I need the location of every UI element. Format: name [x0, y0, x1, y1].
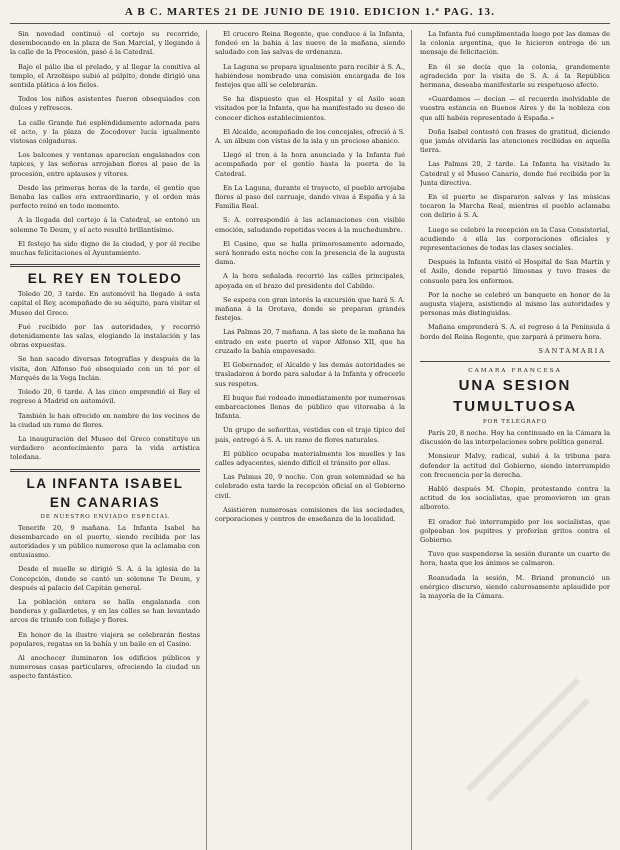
rey-headline: EL REY EN TOLEDO: [27, 271, 183, 287]
paragraph: Monsieur Malvy, radical, subió á la tribuna para defender la actitud del Gobierno, siendo interrumpido con frecuencia por la derecha.: [420, 452, 610, 479]
infanta-article-end: [420, 30, 610, 342]
section-divider: [420, 361, 610, 362]
paragraph: Fué recibido por las autoridades, y recorrió detenidamente las salas, elogiando la instalación y las obras expuestas.: [10, 322, 200, 350]
paragraph: El público ocupaba materialmente los muelles y las calles adyacentes, siendo difícil el tránsito por ellas.: [215, 449, 405, 467]
paragraph: Se espera con gran interés la excursión que hará S. A. mañana á la Orotava, donde se preparan grandes festejos.: [215, 295, 406, 323]
paragraph: Por la noche se celebró un banquete en honor de la augusta viajera, asistiendo al mismo las autoridades y personas más distinguidas.: [420, 290, 610, 318]
paragraph: La población entera se halla engalanada con banderas y gallardetes, y en las calles se han levantado arcos de triunfo con follaje y flores.: [10, 597, 200, 625]
paragraph: A la hora señalada recorrió las calles principales, apoyada en el brazo del presidente del Cabildo.: [215, 272, 405, 290]
paragraph: En honor de la ilustre viajera se celebrarán fiestas populares, regatas en la bahía y un baile en el Casino.: [10, 630, 200, 648]
paragraph: Mañana emprenderá S. A. el regreso á la Península á bordo del Reina Regente, que zarpará á primera hora.: [420, 323, 610, 341]
paragraph: Los balcones y ventanas aparecían engalanados con tapices, y las señoras arrojaban flores al paso de la procesión, entre aplausos y vítores.: [10, 151, 200, 178]
paragraph: El orador fué interrumpido por los socialistas, que golpeaban los pupitres y proferían gritos contra el Gobierno.: [420, 517, 610, 544]
sesion-subhead: POR TELÉGRAFO: [482, 418, 548, 425]
paragraph: Se ha dispuesto que el Hospital y el Asilo sean visitados por la Infanta, que ha manifestado su deseo de conocer dichos establecimientos.: [215, 95, 405, 122]
paragraph: Las Palmas 20, 2 tarde. La Infanta ha visitado la Catedral y el Museo Canario, donde fué recibida por la Junta directiva.: [420, 160, 610, 187]
paragraph: En La Laguna, durante el trayecto, el pueblo arrojaba flores al paso del carruaje, dando vivas á España y á la Familia Real.: [215, 183, 405, 211]
masthead: A B C. MARTES 21 DE JUNIO DE 1910. EDICION 1.ª PAG. 13.: [10, 6, 610, 24]
paragraph: El Casino, que se halla primorosamente adornado, será honrado esta noche con la presencia de la augusta dama.: [215, 239, 405, 267]
paragraph: Toledo 20, 6 tarde. A las cinco emprendió el Rey el regreso á Madrid en automóvil.: [10, 388, 200, 406]
paragraph: Desde las primeras horas de la tarde, el gentío que llenaba las calles era extraordinario, y el orden más perfecto reinó en todo momento.: [10, 183, 200, 211]
paragraph: Toledo 20, 3 tarde. En automóvil ha llegado á esta capital el Rey, acompañado de su séquito, para visitar el Museo del Greco.: [10, 290, 200, 317]
paragraph: Después la Infanta visitó el Hospital de San Martín y el Asilo, donde repartió limosnas y tuvo frases de consuelo para los enfermos.: [420, 258, 610, 285]
sesion-headline-line1: UNA SESION: [458, 376, 572, 394]
paragraph: Las Palmas 20, 7 mañana. A las siete de la mañana ha entrado en este puerto el vapor Alfonso XII, que ha cruzado la bahía empavesado.: [215, 328, 405, 355]
rey-article: [10, 290, 200, 462]
paragraph: Desde el muelle se dirigió S. A. á la iglesia de la Concepción, donde se cantó un solemne Te Deum, y después al palacio del Capitán general.: [10, 565, 200, 592]
infanta-article: [10, 524, 200, 682]
paragraph: Habló después M. Chopin, protestando contra la actitud de los socialistas, que promovieron un gran alboroto.: [420, 484, 610, 512]
author-signature: SANTAMARIA: [538, 346, 606, 355]
paragraph: Todos los niños asistentes fueron obsequiados con dulces y refrescos.: [10, 95, 200, 113]
paragraph: Luego se celebró la recepción en la Casa Consistorial, acudiendo á ella las corporaciones oficiales y representaciones de todas las clases sociales.: [420, 225, 610, 253]
paragraph: Tuvo que suspenderse la sesión durante un cuarto de hora, hasta que los ánimos se calmaron.: [420, 550, 610, 568]
column-1: [10, 30, 207, 850]
paragraph: Sin novedad continuó el cortejo su recorrido, desembocando en la plaza de San Marcial, y llegando á la calle de la Procesión, pasó á la Catedral.: [10, 30, 200, 57]
paragraph: El Alcalde, acompañado de los concejales, ofreció á S. A. un álbum con vistas de la isla y un precioso abanico.: [215, 127, 405, 146]
column-3: [420, 30, 610, 850]
paragraph: En el puerto se dispararon salvas y las músicas tocaron la Marcha Real, mientras el pueblo aclamaba con delirio á S. A.: [420, 193, 610, 220]
section-divider: [10, 264, 200, 267]
infanta-headline-line1: LA INFANTA ISABEL: [26, 475, 184, 491]
paragraph: Las Palmas 20, 9 noche. Con gran solemnidad se ha celebrado esta tarde la recepción oficial en el Gobierno civil.: [215, 473, 405, 500]
continued-article: [10, 30, 200, 258]
paragraph: El buque fué rodeado inmediatamente por numerosas embarcaciones llenas de público que vitoreaba á la Infanta.: [215, 393, 405, 421]
paragraph: Doña Isabel contestó con frases de gratitud, diciendo que jamás olvidaría las atenciones recibidas en aquella tierra.: [420, 127, 610, 155]
paragraph: El crucero Reina Regente, que conduce á la Infanta, fondeó en la bahía á las nueve de la mañana, siendo saludado con las salvas de ordenanza.: [215, 30, 405, 57]
sesion-article: [420, 429, 610, 601]
paragraph: También le han ofrecido en nombre de los vecinos de la ciudad un ramo de flores.: [10, 411, 200, 429]
section-label: CAMARA FRANCESA: [468, 367, 562, 374]
paragraph: Reanudada la sesión, M. Briand pronunció un enérgico discurso, siendo calurosamente aplaudido por la mayoría de la Cámara.: [420, 573, 610, 600]
paragraph: La calle Grande fué espléndidamente adornada para el acto, y la plaza de Zocodover lucía igualmente vistosas colgaduras.: [10, 118, 200, 146]
paragraph: Bajo el pálio iba el prelado, y al llegar la comitiva al templo, el Arzobispo subió al púlpito, donde dirigió una sentida plática á los fieles.: [10, 62, 200, 90]
paragraph: Tenerife 20, 9 mañana. La Infanta Isabel ha desembarcado en el puerto, siendo recibida por las autoridades y un público numeroso que la aclamaba con entusiasmo.: [10, 523, 200, 560]
paragraph: Se han sacado diversas fotografías y después de la visita, don Alfonso fué obsequiado con un té por el Marqués de la Vega Inclán.: [10, 355, 200, 382]
paragraph: El festejo ha sido digno de la ciudad, y por él recibe muchas felicitaciones el Ayuntamiento.: [10, 239, 200, 258]
paragraph: La inauguración del Museo del Greco constituye un verdadero acontecimiento para la vida artística toledana.: [10, 434, 200, 462]
paragraph: La Infanta fué cumplimentada luego por las damas de la colonia argentina, que le hicieron entrega de un mensaje de felicitación.: [420, 30, 610, 57]
paragraph: Llegó el tren á la hora anunciada y la Infanta fué acompañada por el gentío hasta la puerta de la Catedral.: [215, 151, 405, 178]
paragraph: París 20, 8 noche. Hoy ha continuado en la Cámara la discusión de las interpelaciones sobre política general.: [420, 428, 610, 447]
infanta-headline-line2: EN CANARIAS: [49, 494, 161, 510]
paragraph: Asistieron numerosas comisiones de las sociedades, corporaciones y centros de enseñanza de la localidad.: [215, 505, 405, 523]
paragraph: «Guardamos — decían — el recuerdo inolvidable de vuestra estancia en Buenos Aires y de la nobleza con que allí habéis representado á España.»: [420, 95, 610, 122]
paragraph: En él se decía que la colonia, grandemente agradecida por la visita de S. A. á la República hermana, deseaba manifestarle su respetuoso afecto.: [420, 62, 610, 90]
paragraph: El Gobernador, el Alcalde y las demás autoridades se trasladaron á bordo para saludar á la Infanta y ofrecerle sus respetos.: [215, 361, 405, 388]
section-divider: [10, 469, 200, 472]
sesion-headline-line2: TUMULTUOSA: [453, 397, 577, 415]
paragraph: Al anochecer iluminaron los edificios públicos y numerosas casas particulares, ofreciendo la ciudad un aspecto fantástico.: [10, 653, 200, 681]
paragraph: A la llegada del cortejo á la Catedral, se entonó un solemne Te Deum, y el acto resultó brillantísimo.: [10, 216, 200, 234]
infanta-article-continued: [215, 30, 405, 524]
paragraph: Un grupo de señoritas, vestidas con el traje típico del país, entregó á S. A. un ramo de flores naturales.: [215, 426, 405, 444]
column-2: [215, 30, 412, 850]
paragraph: La Laguna se prepara igualmente para recibir á S. A., habiéndose nombrado una comisión encargada de los festejos que allí se celebrarán.: [215, 62, 405, 90]
infanta-subhead: DE NUESTRO ENVIADO ESPECIAL: [40, 513, 170, 520]
paragraph: S. A. correspondió á las aclamaciones con visible emoción, saludando repetidas veces á la muchedumbre.: [215, 216, 405, 234]
columns: [10, 30, 610, 850]
